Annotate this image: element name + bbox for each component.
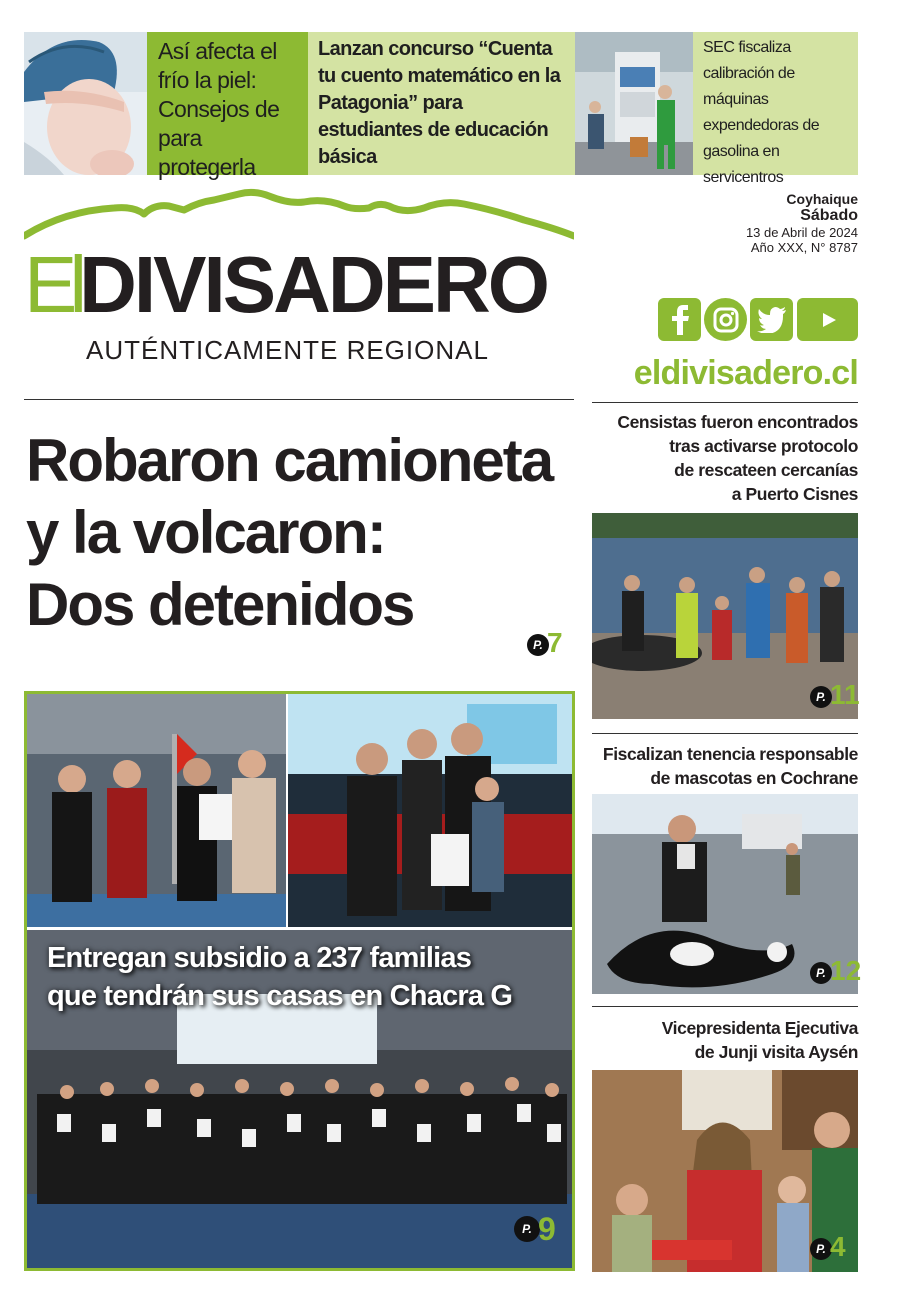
subsidy-headline [47, 939, 567, 1015]
masthead-divider-left [24, 399, 574, 400]
teaser-cold-skin[interactable] [147, 32, 308, 180]
side-story-pets-page-number: 12 [830, 955, 862, 986]
side-story-junji-page-ref[interactable] [810, 1231, 846, 1262]
youtube-icon[interactable] [797, 298, 858, 341]
teaser-cold-skin-text: Así afecta el frío la piel: Consejos de para protegerla [158, 38, 280, 180]
side-story-pets-title[interactable] [592, 742, 858, 790]
side-story-rescue-page-number: 11 [830, 679, 860, 710]
side-story-junji-title-line: de Junji visita Aysén [694, 1042, 858, 1062]
page-badge-icon: P. [527, 634, 549, 656]
side-story-pets-title-line: de mascotas en Cochrane [650, 768, 858, 788]
page-badge-icon: P. [514, 1216, 540, 1242]
side-story-rescue-title-line: a Puerto Cisnes [731, 484, 858, 504]
dateline-day: Sábado [800, 207, 858, 224]
main-headline[interactable] [26, 425, 586, 641]
subsidy-headline-line-2: que tendrán sus casas en Chacra G [47, 980, 513, 1012]
page-badge-icon: P. [810, 962, 832, 984]
main-headline-line-2: y la volcaron: [26, 499, 385, 566]
subsidy-headline-line-1: Entregan subsidio a 237 familias [47, 942, 472, 974]
teaser-math-contest[interactable] [308, 32, 575, 175]
side-story-rescue-title-line: Censistas fueron encontrados [617, 412, 858, 432]
teaser-cold-skin-photo[interactable] [24, 32, 147, 175]
side-story-rescue-page-ref[interactable] [810, 679, 860, 710]
side-story-junji-title-line: Vicepresidenta Ejecutiva [661, 1018, 858, 1038]
side-story-pets-page-ref[interactable] [810, 955, 862, 986]
main-headline-line-1: Robaron camioneta [26, 427, 553, 494]
dateline-date: 13 de Abril de 2024 [745, 225, 858, 240]
side-story-junji-title[interactable] [592, 1016, 858, 1064]
website-link[interactable]: eldivisadero.cl [633, 354, 858, 392]
masthead-divider-right [592, 402, 858, 403]
page-badge-icon: P. [810, 686, 832, 708]
side-story-junji-page-number: 4 [830, 1231, 846, 1262]
masthead-tagline: AUTÉNTICAMENTE REGIONAL [86, 335, 489, 365]
side-story-pets-title-line: Fiscalizan tenencia responsable [602, 744, 858, 764]
subsidy-photo-block[interactable] [24, 691, 575, 1271]
twitter-icon[interactable] [750, 298, 793, 341]
side-divider-1 [592, 733, 858, 734]
dateline-issue: Año XXX, N° 8787 [750, 240, 858, 255]
teaser-math-contest-text: Lanzan concurso “Cuenta tu cuento matemático en la Patagonia” para estudiantes de educación básica [318, 38, 561, 168]
page-badge-icon: P. [810, 1238, 832, 1260]
dateline-city: Coyhaique [786, 191, 858, 207]
main-headline-line-3: Dos detenidos [26, 571, 414, 638]
subsidy-page-ref[interactable] [514, 1211, 556, 1247]
masthead-logo[interactable] [24, 240, 579, 330]
teaser-sec-inspection[interactable] [693, 32, 858, 186]
side-story-rescue-title-line: tras activarse protocolo [669, 436, 858, 456]
logo-mountains [24, 186, 574, 246]
teaser-sec-inspection-text: SEC fiscaliza calibración de máquinas expendedoras de gasolina en servicentros [703, 39, 820, 186]
dateline [700, 191, 858, 255]
main-story-page-ref[interactable] [527, 627, 563, 658]
side-story-rescue-title[interactable] [592, 410, 858, 506]
facebook-icon[interactable] [658, 298, 701, 341]
teaser-sec-photo[interactable] [575, 32, 693, 175]
main-story-page-number: 7 [547, 627, 563, 658]
logo-main: DIVISADERO [79, 240, 547, 329]
side-divider-2 [592, 1006, 858, 1007]
subsidy-page-number: 9 [538, 1211, 556, 1247]
instagram-icon[interactable] [704, 298, 747, 341]
logo-prefix: El [24, 240, 80, 329]
side-story-rescue-title-line: de rescateen cercanías [674, 460, 858, 480]
